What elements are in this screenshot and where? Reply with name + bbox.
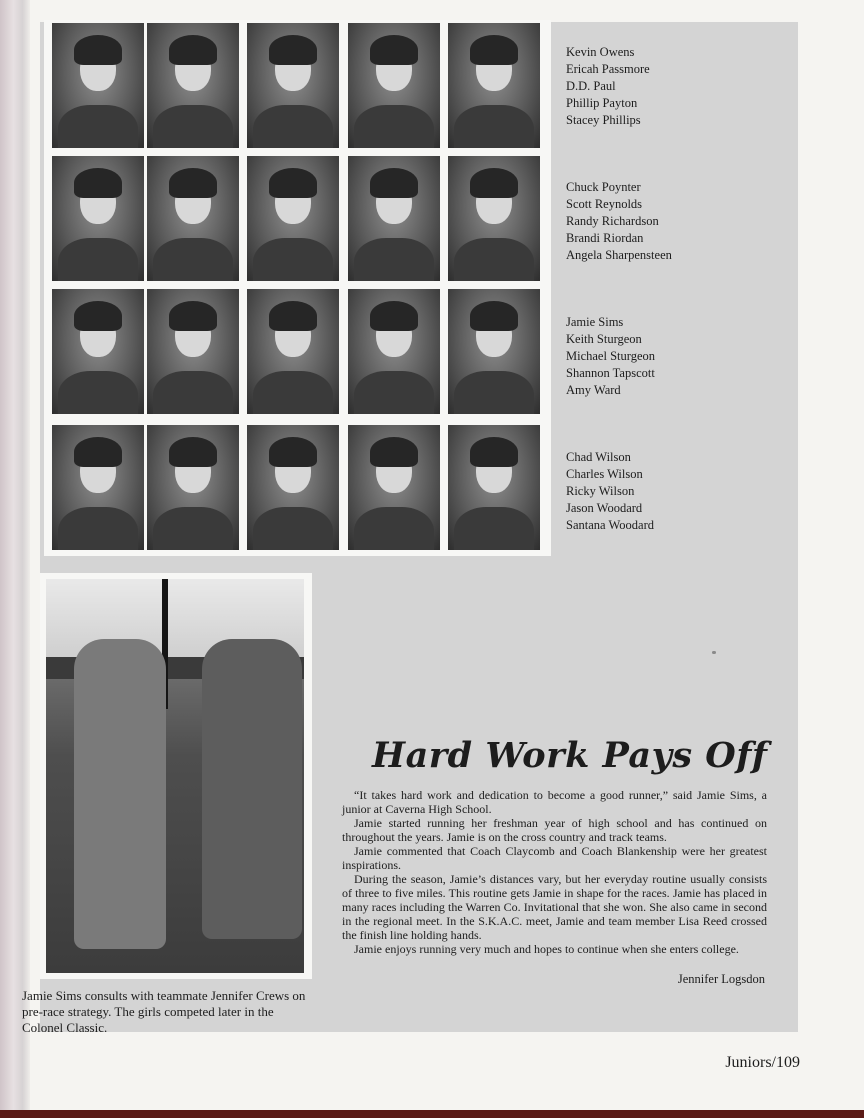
portrait-amy-ward: [448, 289, 540, 414]
action-photo: [40, 573, 312, 979]
article-paragraph: “It takes hard work and dedication to become a good runner,” said Jamie Sims, a junior at Caverna High School.: [342, 788, 767, 816]
portrait-brandi-riordan: [348, 156, 440, 281]
name-list-row-3: [566, 314, 786, 399]
portrait-charles-wilson: [147, 425, 239, 550]
student-name: Chad Wilson: [566, 450, 631, 464]
student-name: Stacey Phillips: [566, 113, 641, 127]
student-name: D.D. Paul: [566, 79, 616, 93]
article-byline: Jennifer Logsdon: [677, 972, 765, 986]
action-photo-image: [46, 579, 304, 973]
student-name: Chuck Poynter: [566, 180, 641, 194]
portrait-grid: [44, 20, 551, 556]
page-binding: [0, 0, 30, 1118]
portrait-michael-sturgeon: [247, 289, 339, 414]
portrait-santana-woodard: [448, 425, 540, 550]
name-list-row-1: [566, 44, 786, 129]
feature-headline: Hard Work Pays Off: [372, 735, 768, 776]
portrait-kevin-owens: [52, 23, 144, 148]
student-name: Jason Woodard: [566, 501, 643, 515]
name-list-row-4: [566, 449, 786, 534]
portrait-jamie-sims: [52, 289, 144, 414]
student-name: Michael Sturgeon: [566, 349, 655, 363]
article-paragraph: Jamie started running her freshman year of high school and has continued on throughout the years. Jamie is on the cross country and track teams.: [342, 816, 767, 844]
portrait-phillip-payton: [348, 23, 440, 148]
student-name: Amy Ward: [566, 383, 621, 397]
student-name: Jamie Sims: [566, 315, 624, 329]
page-folio: Juniors/109: [725, 1054, 800, 1071]
student-name: Keith Sturgeon: [566, 332, 642, 346]
portrait-keith-sturgeon: [147, 289, 239, 414]
student-name: Angela Sharpensteen: [566, 248, 672, 262]
article-paragraph: During the season, Jamie’s distances vary, but her everyday routine usually consists of three to five miles. This routine gets Jamie in shape for the races. Jamie has placed in many races including the Warren Co. Invitational that she won. She also came in second in the regional meet. In the S.K.A.C. meet, Jamie and team member Lisa Reed crossed the finish line holding hands.: [342, 872, 767, 942]
portrait-ericah-passmore: [147, 23, 239, 148]
article-paragraph: Jamie enjoys running very much and hopes to continue when she enters college.: [354, 942, 739, 956]
student-name: Charles Wilson: [566, 467, 643, 481]
student-name: Ricky Wilson: [566, 484, 635, 498]
portrait-jason-woodard: [348, 425, 440, 550]
student-name: Scott Reynolds: [566, 197, 643, 211]
student-name: Ericah Passmore: [566, 62, 650, 76]
student-name: Brandi Riordan: [566, 231, 644, 245]
student-name: Santana Woodard: [566, 518, 654, 532]
portrait-angela-sharpensteen: [448, 156, 540, 281]
portrait-randy-richardson: [247, 156, 339, 281]
feature-article: [342, 788, 767, 956]
photo-caption: Jamie Sims consults with teammate Jennifer Crews on pre-race strategy. The girls competed later in the Colonel Classic.: [22, 988, 306, 1035]
portrait-ricky-wilson: [247, 425, 339, 550]
student-name: Randy Richardson: [566, 214, 659, 228]
portrait-scott-reynolds: [147, 156, 239, 281]
student-name: Shannon Tapscott: [566, 366, 655, 380]
portrait-chad-wilson: [52, 425, 144, 550]
portrait-chuck-poynter: [52, 156, 144, 281]
portrait-stacey-phillips: [448, 23, 540, 148]
article-paragraph: Jamie commented that Coach Claycomb and Coach Blankenship were her greatest inspirations.: [342, 844, 767, 872]
print-speck: [712, 651, 716, 654]
student-name: Phillip Payton: [566, 96, 638, 110]
portrait-dd-paul: [247, 23, 339, 148]
student-name: Kevin Owens: [566, 45, 635, 59]
portrait-shannon-tapscott: [348, 289, 440, 414]
name-list-row-2: [566, 179, 786, 264]
page-bottom-edge: [0, 1110, 864, 1118]
